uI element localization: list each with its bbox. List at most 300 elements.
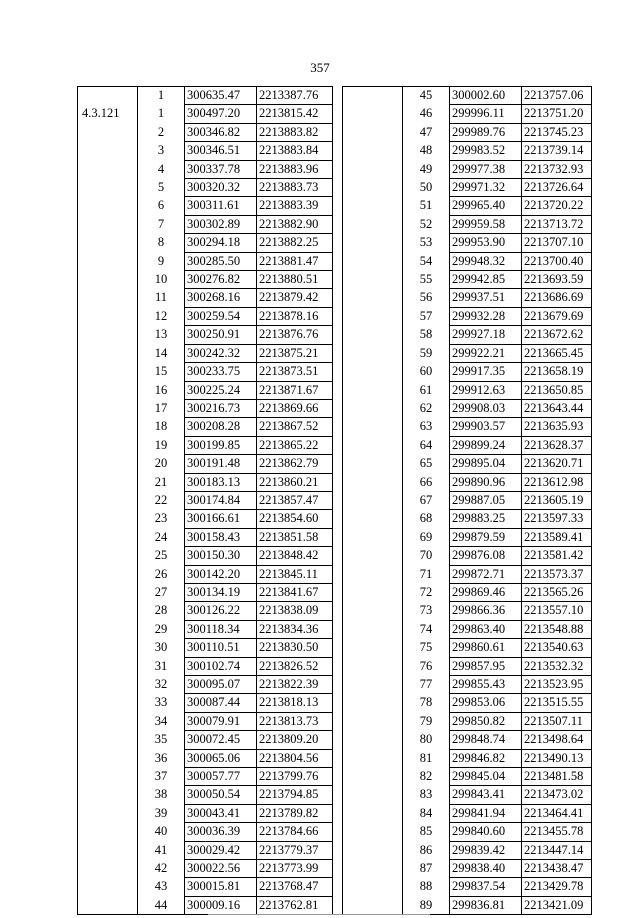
table-row [78,676,333,694]
x-coordinate-cell: 299876.08 [450,547,522,565]
point-number-cell: 9 [138,252,185,270]
table-row [78,179,333,197]
y-coordinate-cell: 2213429.78 [522,878,592,896]
plot-cell [343,326,403,344]
x-coordinate-cell: 299887.05 [450,491,522,509]
y-coordinate-cell: 2213498.64 [522,731,592,749]
x-coordinate-cell: 300191.48 [185,455,257,473]
y-coordinate-cell: 2213862.79 [257,455,333,473]
y-coordinate-cell: 2213848.42 [257,547,333,565]
table-row [78,510,333,528]
plot-cell [78,215,138,233]
point-number-cell: 77 [403,676,450,694]
x-coordinate-cell: 299912.63 [450,381,522,399]
x-coordinate-cell: 300635.47 [185,87,257,105]
plot-cell [78,418,138,436]
table-row [343,749,592,767]
point-number-cell: 18 [138,418,185,436]
y-coordinate-cell: 2213387.76 [257,87,333,105]
plot-cell [343,307,403,325]
y-coordinate-cell: 2213813.73 [257,712,333,730]
table-row [343,491,592,509]
table-row [343,547,592,565]
plot-cell: 4.3.121 [78,105,138,123]
table-row [343,731,592,749]
point-number-cell: 83 [403,786,450,804]
table-row [343,455,592,473]
point-number-cell: 61 [403,381,450,399]
x-coordinate-cell: 299977.38 [450,160,522,178]
point-number-cell: 12 [138,307,185,325]
x-coordinate-cell: 299853.06 [450,694,522,712]
x-coordinate-cell: 300497.20 [185,105,257,123]
x-coordinate-cell: 299971.32 [450,179,522,197]
x-coordinate-cell: 300174.84 [185,491,257,509]
point-number-cell: 20 [138,455,185,473]
point-number-cell: 81 [403,749,450,767]
point-number-cell: 5 [138,179,185,197]
plot-cell [78,381,138,399]
point-number-cell: 11 [138,289,185,307]
table-row [78,547,333,565]
table-row [78,436,333,454]
plot-cell [78,712,138,730]
table-row [343,436,592,454]
point-number-cell: 36 [138,749,185,767]
point-number-cell: 6 [138,197,185,215]
y-coordinate-cell: 2213880.51 [257,271,333,289]
table-row [343,896,592,914]
plot-cell [343,123,403,141]
y-coordinate-cell: 2213455.78 [522,823,592,841]
page-number: 357 [310,60,330,75]
y-coordinate-cell: 2213784.66 [257,823,333,841]
plot-cell [78,326,138,344]
point-number-cell: 29 [138,620,185,638]
table-row [78,768,333,786]
plot-cell [343,528,403,546]
x-coordinate-cell: 300050.54 [185,786,257,804]
y-coordinate-cell: 2213878.16 [257,307,333,325]
point-number-cell: 26 [138,565,185,583]
point-number-cell: 25 [138,547,185,565]
x-coordinate-cell: 299846.82 [450,749,522,767]
table-row [343,381,592,399]
table-row [78,473,333,491]
y-coordinate-cell: 2213883.73 [257,179,333,197]
x-coordinate-cell: 300302.89 [185,215,257,233]
plot-cell [343,620,403,638]
table-row [78,418,333,436]
plot-cell [343,786,403,804]
y-coordinate-cell: 2213794.85 [257,786,333,804]
y-coordinate-cell: 2213726.64 [522,179,592,197]
point-number-cell: 30 [138,639,185,657]
table-row [343,179,592,197]
point-number-cell: 1 [138,87,185,105]
table-row [343,344,592,362]
point-number-cell: 42 [138,860,185,878]
table-row [343,252,592,270]
y-coordinate-cell: 2213882.90 [257,215,333,233]
plot-cell [78,271,138,289]
x-coordinate-cell: 299857.95 [450,657,522,675]
y-coordinate-cell: 2213845.11 [257,565,333,583]
table-row [343,841,592,859]
x-coordinate-cell: 300285.50 [185,252,257,270]
y-coordinate-cell: 2213860.21 [257,473,333,491]
x-coordinate-cell: 300166.61 [185,510,257,528]
point-number-cell: 16 [138,381,185,399]
plot-cell [78,694,138,712]
plot-cell [343,565,403,583]
point-number-cell: 19 [138,436,185,454]
y-coordinate-cell: 2213857.47 [257,491,333,509]
plot-cell [343,823,403,841]
table-row [78,455,333,473]
table-row [343,399,592,417]
y-coordinate-cell: 2213565.26 [522,583,592,601]
plot-cell [78,289,138,307]
y-coordinate-cell: 2213438.47 [522,860,592,878]
point-number-cell: 27 [138,583,185,601]
point-number-cell: 8 [138,234,185,252]
y-coordinate-cell: 2213875.21 [257,344,333,362]
table-row [78,215,333,233]
y-coordinate-cell: 2213757.06 [522,87,592,105]
y-coordinate-cell: 2213883.84 [257,142,333,160]
plot-cell [343,234,403,252]
point-number-cell: 73 [403,602,450,620]
table-row [343,878,592,896]
point-number-cell: 15 [138,363,185,381]
y-coordinate-cell: 2213532.32 [522,657,592,675]
table-row [343,289,592,307]
y-coordinate-cell: 2213854.60 [257,510,333,528]
plot-cell [343,547,403,565]
plot-cell [78,565,138,583]
plot-cell [78,768,138,786]
plot-cell [78,436,138,454]
y-coordinate-cell: 2213693.59 [522,271,592,289]
plot-cell [78,657,138,675]
plot-cell [78,620,138,638]
plot-cell [78,87,138,105]
table-row [78,786,333,804]
point-number-cell: 59 [403,344,450,362]
point-number-cell: 78 [403,694,450,712]
point-number-cell: 2 [138,123,185,141]
plot-cell [78,344,138,362]
plot-cell [78,142,138,160]
plot-cell [343,418,403,436]
x-coordinate-cell: 300057.77 [185,768,257,786]
plot-cell [78,823,138,841]
point-number-cell: 35 [138,731,185,749]
table-row [78,528,333,546]
x-coordinate-cell: 300142.20 [185,565,257,583]
x-coordinate-cell: 300337.78 [185,160,257,178]
table-row [343,473,592,491]
plot-cell [78,639,138,657]
plot-cell [343,841,403,859]
x-coordinate-cell: 299837.54 [450,878,522,896]
point-number-cell: 34 [138,712,185,730]
x-coordinate-cell: 299838.40 [450,860,522,878]
y-coordinate-cell: 2213447.14 [522,841,592,859]
y-coordinate-cell: 2213867.52 [257,418,333,436]
table-row [78,804,333,822]
x-coordinate-cell: 300087.44 [185,694,257,712]
table-row [78,160,333,178]
plot-cell [343,878,403,896]
x-coordinate-cell: 299850.82 [450,712,522,730]
x-coordinate-cell: 300346.51 [185,142,257,160]
plot-cell [343,436,403,454]
table-row [78,694,333,712]
table-row [78,326,333,344]
plot-cell [343,215,403,233]
point-number-cell: 22 [138,491,185,509]
plot-cell [78,896,138,914]
plot-cell [343,749,403,767]
plot-cell [343,381,403,399]
point-number-cell: 76 [403,657,450,675]
x-coordinate-cell: 299922.21 [450,344,522,362]
x-coordinate-cell: 299863.40 [450,620,522,638]
x-coordinate-cell: 300346.82 [185,123,257,141]
y-coordinate-cell: 2213879.42 [257,289,333,307]
y-coordinate-cell: 2213873.51 [257,363,333,381]
x-coordinate-cell: 300150.30 [185,547,257,565]
table-row [343,712,592,730]
plot-cell [78,399,138,417]
plot-cell [343,602,403,620]
x-coordinate-cell: 300118.34 [185,620,257,638]
y-coordinate-cell: 2213883.39 [257,197,333,215]
table-row [343,215,592,233]
table-row [78,583,333,601]
point-number-cell: 67 [403,491,450,509]
table-row [78,731,333,749]
table-row [343,620,592,638]
x-coordinate-cell: 300276.82 [185,271,257,289]
table-row [78,749,333,767]
point-number-cell: 57 [403,307,450,325]
x-coordinate-cell: 299879.59 [450,528,522,546]
plot-cell [78,878,138,896]
table-row [343,326,592,344]
point-number-cell: 21 [138,473,185,491]
x-coordinate-cell: 300110.51 [185,639,257,657]
plot-cell [78,363,138,381]
x-coordinate-cell: 300036.39 [185,823,257,841]
y-coordinate-cell: 2213789.82 [257,804,333,822]
point-number-cell: 88 [403,878,450,896]
plot-cell [78,252,138,270]
table-row [78,87,333,105]
y-coordinate-cell: 2213421.09 [522,896,592,914]
x-coordinate-cell: 300268.16 [185,289,257,307]
y-coordinate-cell: 2213665.45 [522,344,592,362]
table-row [343,510,592,528]
table-row [343,583,592,601]
y-coordinate-cell: 2213635.93 [522,418,592,436]
table-row [343,363,592,381]
bottom-rule [208,914,430,915]
plot-cell [78,307,138,325]
plot-cell [78,510,138,528]
x-coordinate-cell: 299840.60 [450,823,522,841]
y-coordinate-cell: 2213713.72 [522,215,592,233]
y-coordinate-cell: 2213464.41 [522,804,592,822]
point-number-cell: 63 [403,418,450,436]
x-coordinate-cell: 300311.61 [185,197,257,215]
x-coordinate-cell: 300199.85 [185,436,257,454]
x-coordinate-cell: 299927.18 [450,326,522,344]
plot-cell [78,123,138,141]
table-row [78,823,333,841]
x-coordinate-cell: 299937.51 [450,289,522,307]
point-number-cell: 47 [403,123,450,141]
plot-cell [78,731,138,749]
x-coordinate-cell: 300233.75 [185,363,257,381]
point-number-cell: 44 [138,896,185,914]
plot-cell [78,179,138,197]
table-row [78,363,333,381]
y-coordinate-cell: 2213834.36 [257,620,333,638]
x-coordinate-cell: 300134.19 [185,583,257,601]
point-number-cell: 10 [138,271,185,289]
table-row [343,565,592,583]
plot-cell [343,510,403,528]
x-coordinate-cell: 299855.43 [450,676,522,694]
y-coordinate-cell: 2213779.37 [257,841,333,859]
plot-cell [78,455,138,473]
plot-cell [78,160,138,178]
table-row [78,399,333,417]
y-coordinate-cell: 2213548.88 [522,620,592,638]
plot-cell [343,896,403,914]
table-row [343,786,592,804]
x-coordinate-cell: 300158.43 [185,528,257,546]
table-row [343,602,592,620]
plot-cell [343,87,403,105]
table-row [78,860,333,878]
table-row [78,602,333,620]
x-coordinate-cell: 300250.91 [185,326,257,344]
point-number-cell: 54 [403,252,450,270]
y-coordinate-cell: 2213707.10 [522,234,592,252]
point-number-cell: 43 [138,878,185,896]
point-number-cell: 4 [138,160,185,178]
x-coordinate-cell: 300022.56 [185,860,257,878]
point-number-cell: 48 [403,142,450,160]
x-coordinate-cell: 299845.04 [450,768,522,786]
x-coordinate-cell: 299917.35 [450,363,522,381]
y-coordinate-cell: 2213762.81 [257,896,333,914]
y-coordinate-cell: 2213650.85 [522,381,592,399]
point-number-cell: 38 [138,786,185,804]
plot-cell [343,252,403,270]
point-number-cell: 55 [403,271,450,289]
x-coordinate-cell: 299890.96 [450,473,522,491]
plot-cell [343,639,403,657]
point-number-cell: 7 [138,215,185,233]
x-coordinate-cell: 299872.71 [450,565,522,583]
plot-cell [78,491,138,509]
y-coordinate-cell: 2213818.13 [257,694,333,712]
y-coordinate-cell: 2213804.56 [257,749,333,767]
y-coordinate-cell: 2213628.37 [522,436,592,454]
point-number-cell: 56 [403,289,450,307]
x-coordinate-cell: 300320.32 [185,179,257,197]
x-coordinate-cell: 299883.25 [450,510,522,528]
table-row [343,271,592,289]
y-coordinate-cell: 2213739.14 [522,142,592,160]
x-coordinate-cell: 300102.74 [185,657,257,675]
point-number-cell: 68 [403,510,450,528]
point-number-cell: 86 [403,841,450,859]
x-coordinate-cell: 300015.81 [185,878,257,896]
table-row [78,381,333,399]
point-number-cell: 37 [138,768,185,786]
x-coordinate-cell: 299895.04 [450,455,522,473]
table-row [343,87,592,105]
table-row [78,234,333,252]
table-row [78,896,333,914]
plot-cell [78,583,138,601]
point-number-cell: 60 [403,363,450,381]
x-coordinate-cell: 300294.18 [185,234,257,252]
y-coordinate-cell: 2213473.02 [522,786,592,804]
point-number-cell: 1 [138,105,185,123]
table-row [78,105,333,123]
y-coordinate-cell: 2213882.25 [257,234,333,252]
x-coordinate-cell: 299953.90 [450,234,522,252]
y-coordinate-cell: 2213851.58 [257,528,333,546]
x-coordinate-cell: 300079.91 [185,712,257,730]
plot-cell [78,602,138,620]
table-row [343,123,592,141]
y-coordinate-cell: 2213841.67 [257,583,333,601]
point-number-cell: 85 [403,823,450,841]
table-row [78,657,333,675]
plot-cell [78,528,138,546]
x-coordinate-cell: 300126.22 [185,602,257,620]
plot-cell [343,363,403,381]
x-coordinate-cell: 299848.74 [450,731,522,749]
x-coordinate-cell: 300242.32 [185,344,257,362]
x-coordinate-cell: 299932.28 [450,307,522,325]
y-coordinate-cell: 2213869.66 [257,399,333,417]
plot-cell [343,583,403,601]
point-number-cell: 65 [403,455,450,473]
y-coordinate-cell: 2213700.40 [522,252,592,270]
table-row [343,197,592,215]
table-row [343,105,592,123]
y-coordinate-cell: 2213720.22 [522,197,592,215]
point-number-cell: 64 [403,436,450,454]
plot-cell [78,234,138,252]
table-row [78,639,333,657]
point-number-cell: 31 [138,657,185,675]
plot-cell [343,289,403,307]
y-coordinate-cell: 2213481.58 [522,768,592,786]
coordinates-table-left [77,86,333,915]
point-number-cell: 3 [138,142,185,160]
plot-cell [78,547,138,565]
